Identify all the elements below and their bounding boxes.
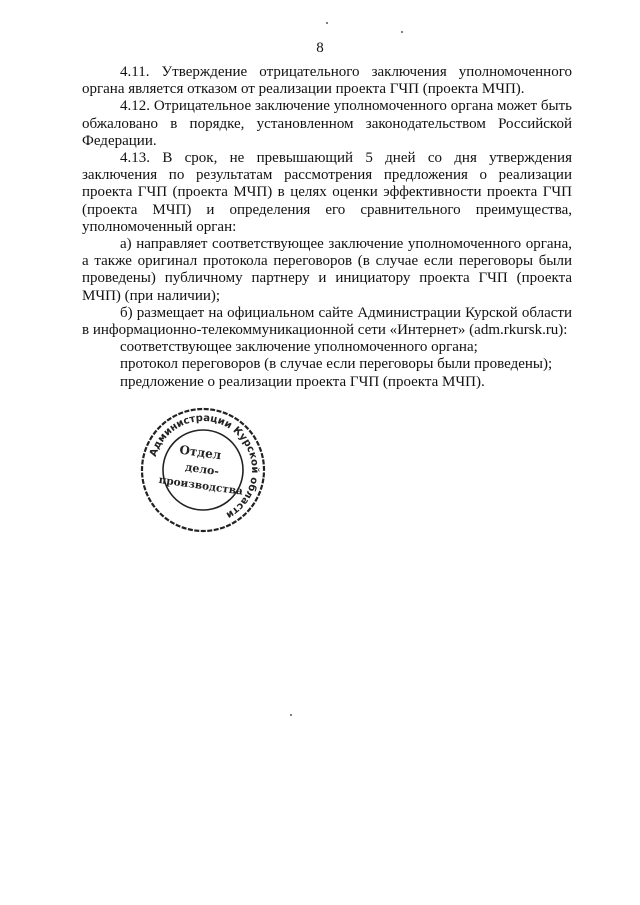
paragraph-subitem-b: б) размещает на официальном сайте Администрации Курской области в информационно-телекоммуникационной сети «Интернет» (adm.rkursk.ru):	[82, 304, 572, 339]
list-item: предложение о реализации проекта ГЧП (проекта МЧП).	[120, 373, 485, 390]
svg-text:Отдел: Отдел	[178, 442, 223, 463]
svg-text:Администрации Курской области: Администрации Курской области	[148, 412, 261, 521]
paragraph-4-11: 4.11. Утверждение отрицательного заключения уполномоченного органа является отказом от реализации проекта ГЧП (проекта МЧП).	[82, 64, 572, 98]
scan-speck	[290, 714, 292, 716]
page-number: 8	[316, 40, 324, 56]
document-body	[82, 64, 572, 391]
paragraph-4-13: 4.13. В срок, не превышающий 5 дней со дня утверждения заключения по результатам рассмотрения предложения о реализации проекта ГЧП (проекта МЧП) в целях оценки эффективности проекта ГЧП (проекта МЧП) и определения его сравнительного преимущества, уполномоченный орган:	[82, 150, 572, 235]
scan-speck	[401, 31, 403, 33]
svg-text:дело-: дело-	[184, 460, 220, 479]
paragraph-subitem-a: а) направляет соответствующее заключение уполномоченного органа, а также оригинал протокола переговоров (в случае если переговоры были проведены) публичному партнеру и инициатору проекта ГЧП (проекта МЧП) (при наличии);	[82, 236, 572, 304]
svg-text:производства: производства	[157, 473, 244, 498]
list-item: соответствующее заключение уполномоченного органа;	[120, 339, 478, 356]
scan-speck	[326, 22, 328, 24]
paragraph-4-12: 4.12. Отрицательное заключение уполномоченного органа может быть обжаловано в порядке, установленном законодательством Российской Федерации.	[82, 98, 572, 149]
office-stamp	[130, 397, 277, 544]
list-item: протокол переговоров (в случае если переговоры были проведены);	[120, 356, 553, 373]
